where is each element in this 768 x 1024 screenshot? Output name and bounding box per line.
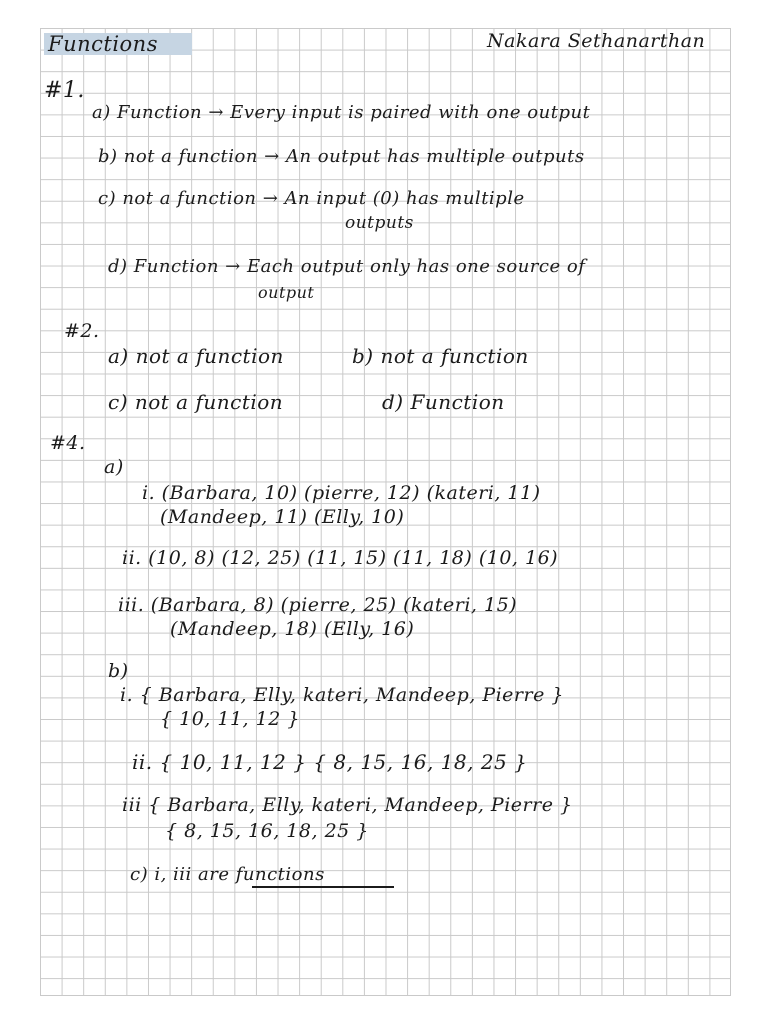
q4-b-i-line1: i. { Barbara, Elly, kateri, Mandeep, Pierre } (120, 684, 564, 706)
q4-part-b-label: b) (108, 660, 129, 682)
q1-answer-d-line1: d) Function → Each output only has one source of (108, 256, 586, 277)
q2-answer-c: c) not a function (108, 390, 284, 414)
q4-b-iii-line1: iii { Barbara, Elly, kateri, Mandeep, Pierre } (122, 794, 573, 816)
q4-b-iii-line2: { 8, 15, 16, 18, 25 } (165, 820, 369, 842)
q4-b-ii: ii. { 10, 11, 12 } { 8, 15, 16, 18, 25 } (132, 750, 528, 774)
q4-a-iii-line2: (Mandeep, 18) (Elly, 16) (170, 618, 415, 640)
q4-part-a-label: a) (104, 456, 124, 478)
q1-answer-c-line2: outputs (345, 213, 414, 233)
q4-a-i-line1: i. (Barbara, 10) (pierre, 12) (kateri, 11) (142, 482, 541, 504)
q1-answer-d-line2: output (258, 283, 315, 302)
q4-a-ii: ii. (10, 8) (12, 25) (11, 15) (11, 18) (10, 16) (122, 547, 559, 569)
q1-answer-b: b) not a function → An output has multiple outputs (98, 146, 585, 167)
q1-number: #1. (44, 78, 85, 103)
q4-a-iii-line1: iii. (Barbara, 8) (pierre, 25) (kateri, 15) (118, 594, 518, 616)
q1-answer-c-line1: c) not a function → An input (0) has multiple (98, 188, 525, 209)
q2-number: #2. (64, 320, 100, 342)
q4-part-c: c) i, iii are functions (130, 864, 325, 885)
q4-a-i-line2: (Mandeep, 11) (Elly, 10) (160, 506, 405, 528)
q1-answer-a: a) Function → Every input is paired with one output (92, 102, 591, 123)
q4-c-underline (252, 886, 394, 888)
q2-answer-a: a) not a function (108, 344, 284, 368)
student-name: Nakara Sethanarthan (487, 30, 706, 52)
q2-answer-d: d) Function (382, 390, 505, 414)
q2-answer-b: b) not a function (352, 344, 529, 368)
q4-b-i-line2: { 10, 11, 12 } (160, 708, 300, 730)
page-title: Functions (48, 32, 158, 56)
q4-number: #4. (50, 432, 86, 454)
